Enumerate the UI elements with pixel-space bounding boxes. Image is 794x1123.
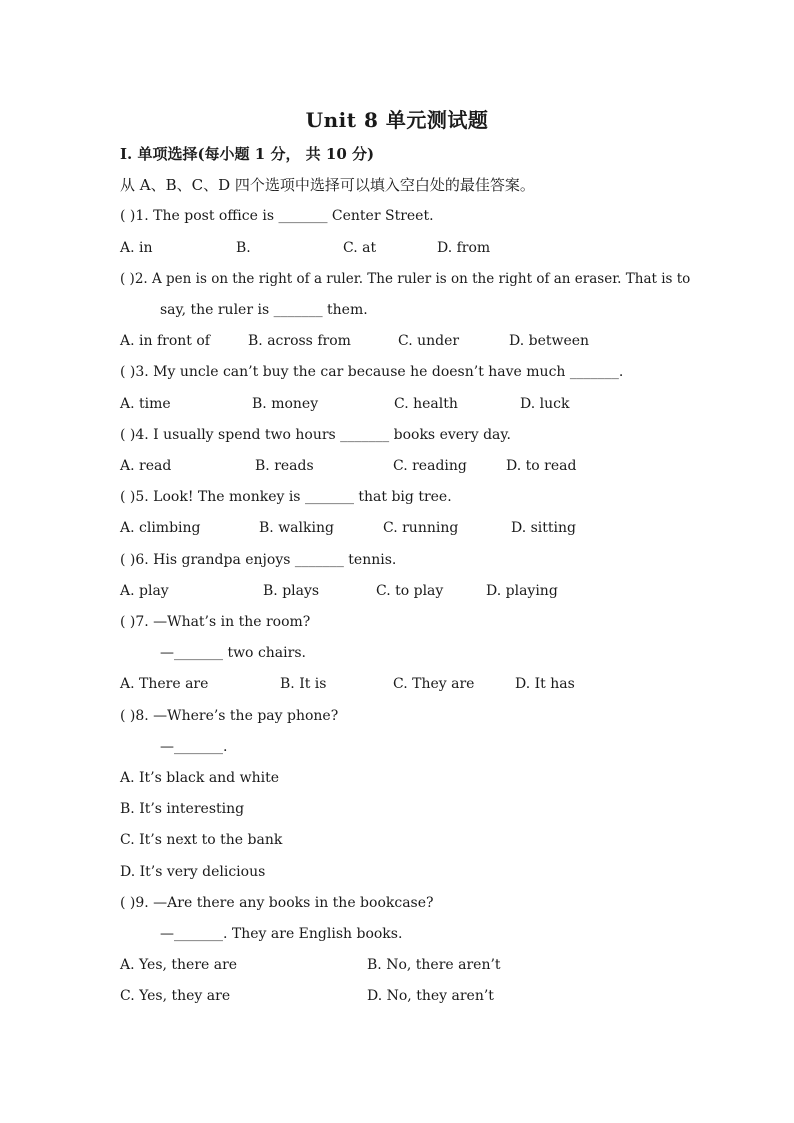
question-4-option-c: C. reading xyxy=(393,458,467,474)
question-2-option-d: D. between xyxy=(509,333,590,349)
question-3-stem: ( )3. My uncle can’t buy the car because he doesn’t have much _______. xyxy=(120,364,624,380)
question-6-option-d: D. playing xyxy=(486,583,558,599)
question-5-option-d: D. sitting xyxy=(511,520,576,536)
question-1-option-a: A. in xyxy=(120,240,153,256)
question-8-stem: ( )8. —Where’s the pay phone? xyxy=(120,708,339,724)
section-heading: I. 单项选择(每小题 1 分， 共 10 分) xyxy=(120,145,375,163)
question-9-stem-continued: —_______. They are English books. xyxy=(160,926,403,942)
document-title: Unit 8 单元测试题 xyxy=(305,108,489,132)
question-4-stem: ( )4. I usually spend two hours _______ books every day. xyxy=(120,427,511,443)
question-4-option-a: A. read xyxy=(120,458,172,474)
question-2-option-c: C. under xyxy=(398,333,460,349)
question-9-stem: ( )9. —Are there any books in the bookcase? xyxy=(120,895,434,911)
question-7-option-c: C. They are xyxy=(393,676,475,692)
question-3-option-a: A. time xyxy=(120,396,171,412)
question-2-option-a: A. in front of xyxy=(120,333,210,349)
question-8-option-d: D. It’s very delicious xyxy=(120,864,266,880)
question-1-option-d: D. from xyxy=(437,240,491,256)
question-8-option-b: B. It’s interesting xyxy=(120,801,245,817)
question-1-option-c: C. at xyxy=(343,240,377,256)
question-6-option-c: C. to play xyxy=(376,583,444,599)
question-7-option-b: B. It is xyxy=(280,676,327,692)
question-6-option-b: B. plays xyxy=(263,583,320,599)
question-6-option-a: A. play xyxy=(120,583,169,599)
question-5-option-c: C. running xyxy=(383,520,459,536)
question-5-stem: ( )5. Look! The monkey is _______ that big tree. xyxy=(120,489,452,505)
question-2-stem: ( )2. A pen is on the right of a ruler. The ruler is on the right of an eraser. That is to xyxy=(120,271,691,287)
question-2-option-b: B. across from xyxy=(248,333,351,349)
question-5-option-b: B. walking xyxy=(259,520,334,536)
question-7-option-a: A. There are xyxy=(120,676,209,692)
question-6-stem: ( )6. His grandpa enjoys _______ tennis. xyxy=(120,552,397,568)
question-2-stem-continued: say, the ruler is _______ them. xyxy=(160,302,368,318)
question-9-option-b: B. No, there aren’t xyxy=(367,957,501,973)
question-8-option-a: A. It’s black and white xyxy=(120,770,279,786)
question-3-option-d: D. luck xyxy=(520,396,570,412)
question-7-stem: ( )7. —What’s in the room? xyxy=(120,614,311,630)
question-5-option-a: A. climbing xyxy=(120,520,201,536)
question-7-stem-continued: —_______ two chairs. xyxy=(160,645,306,661)
question-1-option-b: B. xyxy=(236,240,251,256)
question-4-option-d: D. to read xyxy=(506,458,577,474)
question-9-option-a: A. Yes, there are xyxy=(120,957,238,973)
question-1-stem: ( )1. The post office is _______ Center Street. xyxy=(120,208,434,224)
section-instruction: 从 A、B、C、D 四个选项中选择可以填入空白处的最佳答案。 xyxy=(120,176,535,194)
question-7-option-d: D. It has xyxy=(515,676,575,692)
question-3-option-c: C. health xyxy=(394,396,458,412)
question-8-stem-continued: —_______. xyxy=(160,739,228,755)
question-8-option-c: C. It’s next to the bank xyxy=(120,832,283,848)
question-9-option-d: D. No, they aren’t xyxy=(367,988,494,1004)
question-4-option-b: B. reads xyxy=(255,458,314,474)
question-9-option-c: C. Yes, they are xyxy=(120,988,231,1004)
question-3-option-b: B. money xyxy=(252,396,319,412)
